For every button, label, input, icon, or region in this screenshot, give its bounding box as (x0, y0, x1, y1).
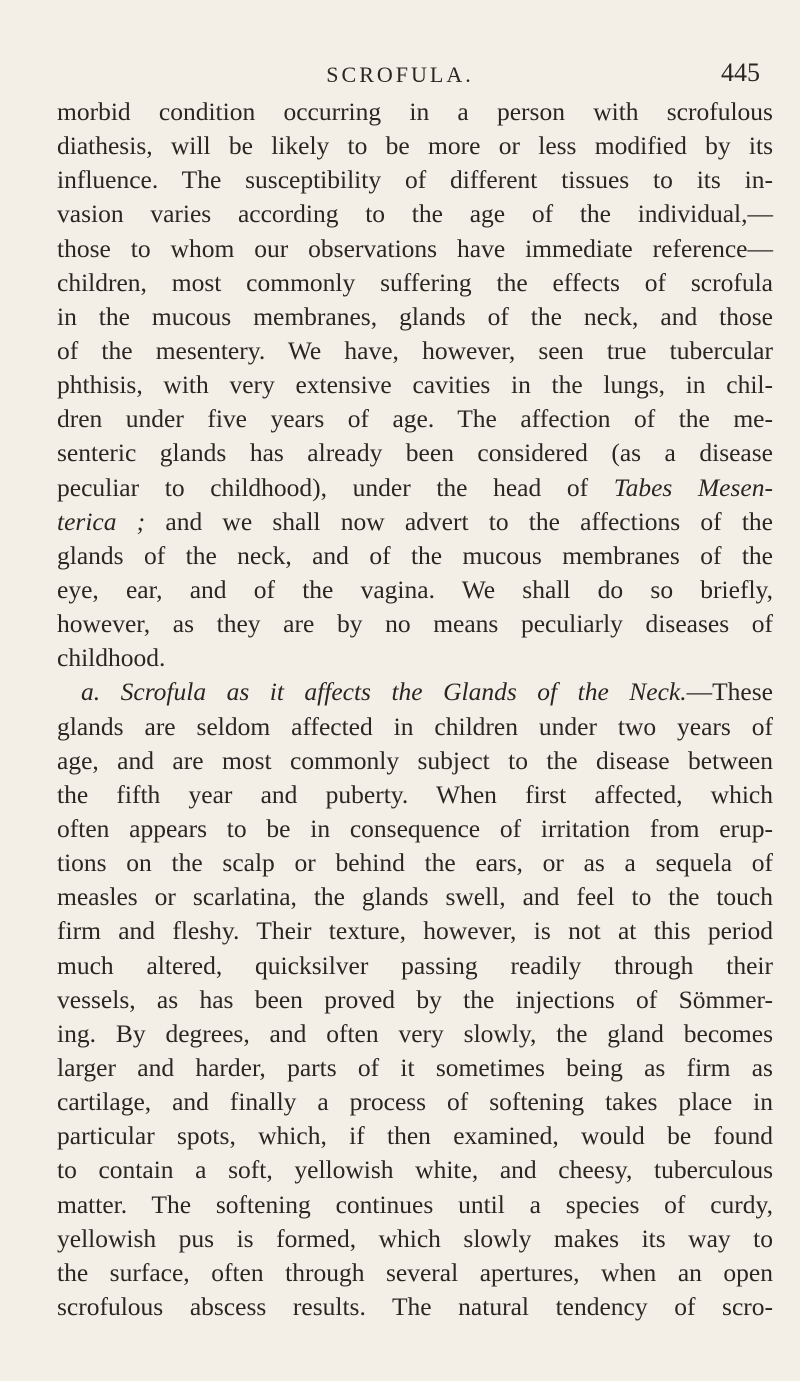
text-line: tions on the scalp or behind the ears, or as a sequela of (57, 848, 773, 878)
text-line: firm and fleshy. Their texture, however, is not at this period (57, 916, 773, 946)
text-line: larger and harder, parts of it sometimes being as firm as (57, 1052, 773, 1082)
text-line: ing. By degrees, and often very slowly, the gland becomes (57, 1018, 773, 1048)
text-line: terica ; and we shall now advert to the affections of the (57, 506, 773, 536)
text-line: often appears to be in consequence of irritation from erup- (57, 813, 773, 843)
text-line: the surface, often through several apertures, when an open (57, 1257, 773, 1287)
text-line: however, as they are by no means peculiarly diseases of (57, 609, 773, 639)
text-line: peculiar to childhood), under the head of Tabes Mesen- (57, 472, 773, 502)
paragraph-end-line: childhood. (57, 643, 166, 673)
section-heading: a. Scrofula as it affects the Glands of the Neck. (81, 677, 687, 707)
page-header (0, 52, 800, 92)
text-line: cartilage, and finally a process of softening takes place in (57, 1087, 773, 1117)
italic-term: Tabes Mesen- (613, 472, 773, 502)
text-line: much altered, quicksilver passing readily through their (57, 950, 773, 980)
text-line: particular spots, which, if then examined, would be found (57, 1121, 773, 1151)
italic-term: terica ; (57, 506, 146, 536)
running-title: SCROFULA. (326, 62, 474, 87)
text-line: of the mesentery. We have, however, seen true tubercular (57, 335, 773, 365)
text-line: in the mucous membranes, glands of the neck, and those (57, 301, 773, 331)
page-number: 445 (721, 58, 760, 87)
text-line: morbid condition occurring in a person with scrofulous (57, 97, 773, 126)
section-heading-line: a. Scrofula as it affects the Glands of the Neck.—These (81, 677, 773, 707)
text-line: those to whom our observations have immediate reference— (57, 233, 773, 263)
text-line: measles or scarlatina, the glands swell, and feel to the touch (57, 882, 773, 912)
text-line: yellowish pus is formed, which slowly makes its way to (57, 1223, 773, 1253)
text-line: glands of the neck, and of the mucous membranes of the (57, 540, 773, 570)
text-line: vasion varies according to the age of the individual,— (57, 199, 773, 229)
text-line: scrofulous abscess results. The natural tendency of scro- (57, 1291, 773, 1321)
text-line: influence. The susceptibility of different tissues to its in- (57, 165, 773, 195)
text-line: age, and are most commonly subject to the disease between (57, 745, 773, 775)
text-line: phthisis, with very extensive cavities in the lungs, in chil- (57, 370, 773, 400)
text-line: dren under five years of age. The affection of the me- (57, 404, 773, 434)
body-text (57, 95, 773, 1324)
text-line: diathesis, will be likely to be more or less modified by its (57, 131, 773, 161)
text-line: the fifth year and puberty. When first affected, which (57, 779, 773, 809)
text-line: senteric glands has already been considered (as a disease (57, 438, 773, 468)
text-line: eye, ear, and of the vagina. We shall do so briefly, (57, 574, 773, 604)
text-line: matter. The softening continues until a species of curdy, (57, 1189, 773, 1219)
text-line: glands are seldom affected in children under two years of (57, 711, 773, 741)
text-line: vessels, as has been proved by the injections of Sömmer- (57, 984, 773, 1014)
text-line: to contain a soft, yellowish white, and cheesy, tuberculous (57, 1155, 773, 1185)
text-line: children, most commonly suffering the effects of scrofula (57, 267, 773, 297)
